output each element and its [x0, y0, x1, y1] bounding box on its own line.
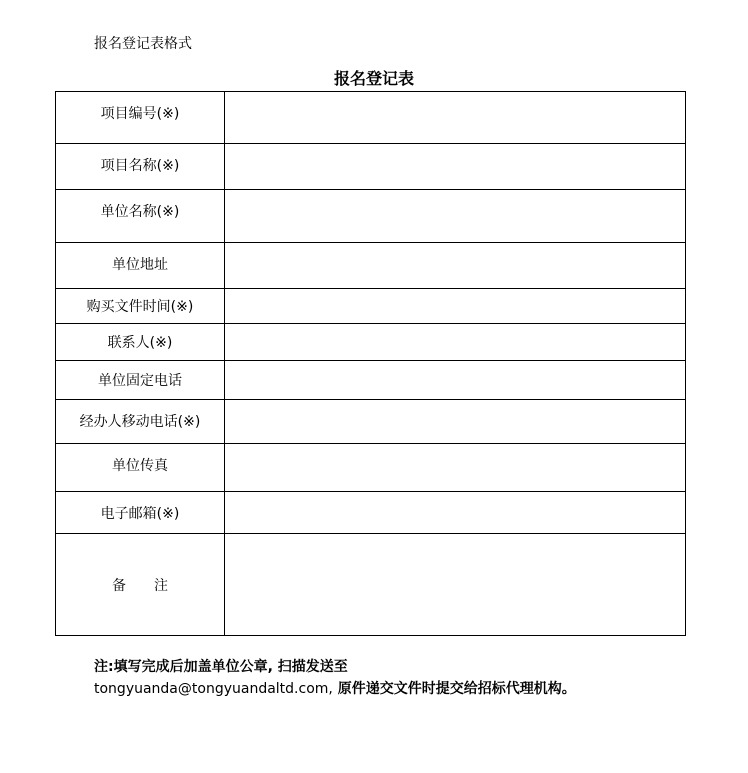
- row-label: 联系人(※): [56, 324, 225, 361]
- table-row: [56, 190, 686, 243]
- note-line-1: 注:填写完成后加盖单位公章, 扫描发送至: [94, 659, 348, 675]
- row-label: 电子邮箱(※): [56, 492, 225, 534]
- table-row: [56, 444, 686, 492]
- row-label: 经办人移动电话(※): [56, 400, 225, 444]
- row-value-field[interactable]: [225, 92, 686, 144]
- row-value-field[interactable]: [225, 144, 686, 190]
- email-address: tongyuanda@tongyuandaltd.com,: [94, 681, 333, 697]
- section-heading: 报名登记表格式: [94, 36, 192, 52]
- row-value-field[interactable]: [225, 492, 686, 534]
- table-row: [56, 289, 686, 324]
- table-row: [56, 243, 686, 289]
- registration-table: [55, 91, 686, 636]
- row-label: 项目名称(※): [56, 144, 225, 190]
- table-row: [56, 400, 686, 444]
- table-row: [56, 144, 686, 190]
- table-row: [56, 324, 686, 361]
- row-label: 购买文件时间(※): [56, 289, 225, 324]
- note-line-2: [94, 678, 576, 700]
- table-row: [56, 361, 686, 400]
- row-label: 单位名称(※): [56, 190, 225, 243]
- row-label: 单位地址: [56, 243, 225, 289]
- table-row: [56, 534, 686, 636]
- row-label: 备 注: [56, 534, 225, 636]
- table-row: [56, 492, 686, 534]
- table-row: [56, 92, 686, 144]
- row-value-field[interactable]: [225, 400, 686, 444]
- row-value-field[interactable]: [225, 190, 686, 243]
- row-value-field[interactable]: [225, 361, 686, 400]
- row-value-field[interactable]: [225, 324, 686, 361]
- row-label: 项目编号(※): [56, 92, 225, 144]
- row-value-field[interactable]: [225, 243, 686, 289]
- note-line-2-text: 原件递交文件时提交给招标代理机构。: [332, 681, 576, 697]
- form-title: 报名登记表: [333, 69, 414, 88]
- footer-note: [94, 656, 576, 700]
- row-value-field[interactable]: [225, 289, 686, 324]
- row-label: 单位传真: [56, 444, 225, 492]
- row-value-field[interactable]: [225, 444, 686, 492]
- row-value-field[interactable]: [225, 534, 686, 636]
- row-label: 单位固定电话: [56, 361, 225, 400]
